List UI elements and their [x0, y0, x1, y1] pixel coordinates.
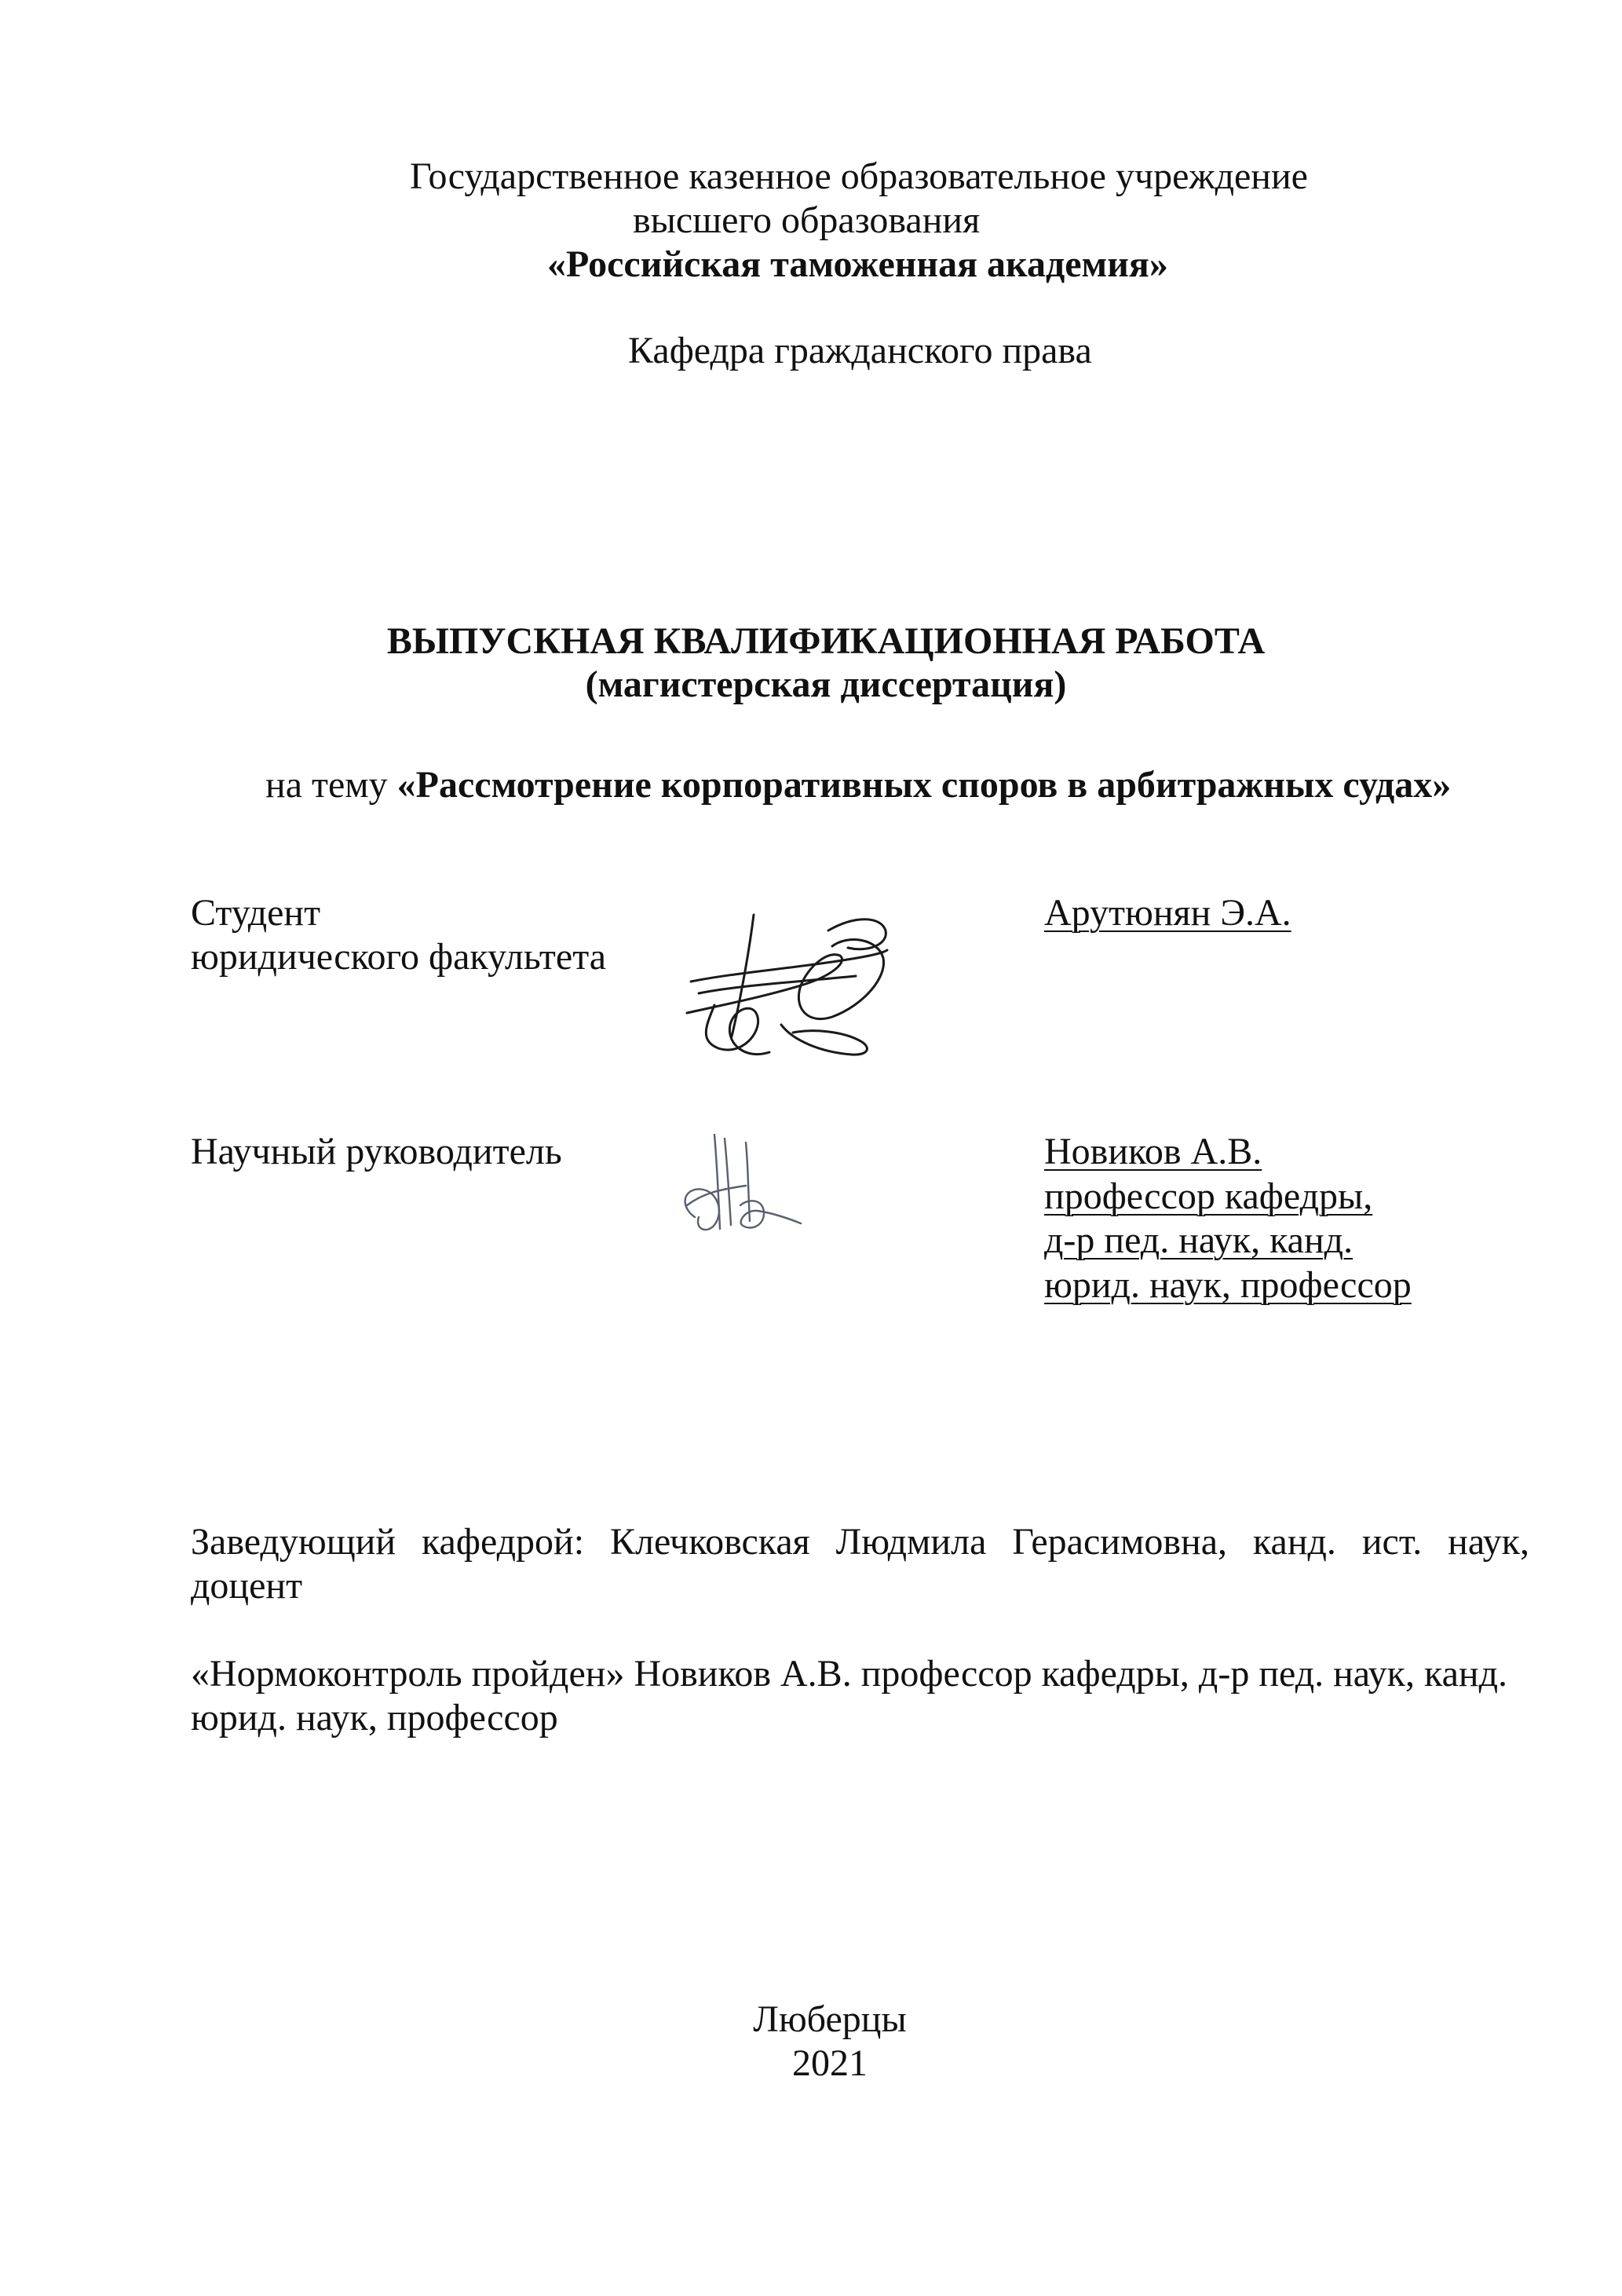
supervisor-title-2: д-р пед. наук, канд.: [1044, 1219, 1353, 1261]
normcontrol-line-2: юрид. наук, профессор: [191, 1697, 558, 1738]
work-subtitle: (магистерская диссертация): [585, 664, 1067, 705]
work-title: ВЫПУСКНАЯ КВАЛИФИКАЦИОННАЯ РАБОТА: [386, 620, 1266, 662]
department-name: Кафедра гражданского права: [628, 330, 1092, 371]
head-of-department-line-1: Заведующий кафедрой: Клечковская Людмила Герасимовна, канд. ист. наук,: [191, 1521, 1529, 1563]
student-faculty: юридического факультета: [191, 936, 607, 978]
academy-name: «Российская таможенная академия»: [547, 243, 1168, 285]
supervisor-label: Научный руководитель: [191, 1131, 562, 1172]
student-signature: [675, 907, 895, 1064]
topic-line: [265, 762, 1451, 808]
head-of-department-line-2: доцент: [191, 1565, 303, 1607]
institution-line-1: Государственное казенное образовательное учреждение: [410, 155, 1308, 197]
topic-prefix: на тему: [265, 764, 397, 806]
city: Люберцы: [753, 1998, 907, 2040]
supervisor-signature: [671, 1131, 805, 1241]
year: 2021: [792, 2042, 868, 2084]
supervisor-name: Новиков А.В.: [1044, 1131, 1262, 1172]
supervisor-title-3: юрид. наук, профессор: [1044, 1264, 1412, 1306]
topic-title: «Рассмотрение корпоративных споров в арбитражных судах»: [396, 764, 1452, 806]
supervisor-title-1: профессор кафедры,: [1044, 1175, 1373, 1217]
normcontrol-line-1: «Нормоконтроль пройден» Новиков А.В. профессор кафедры, д-р пед. наук, канд.: [191, 1653, 1507, 1695]
institution-line-2: высшего образования: [633, 199, 981, 241]
student-name: Арутюнян Э.А.: [1044, 892, 1291, 934]
student-label: Студент: [191, 892, 321, 934]
